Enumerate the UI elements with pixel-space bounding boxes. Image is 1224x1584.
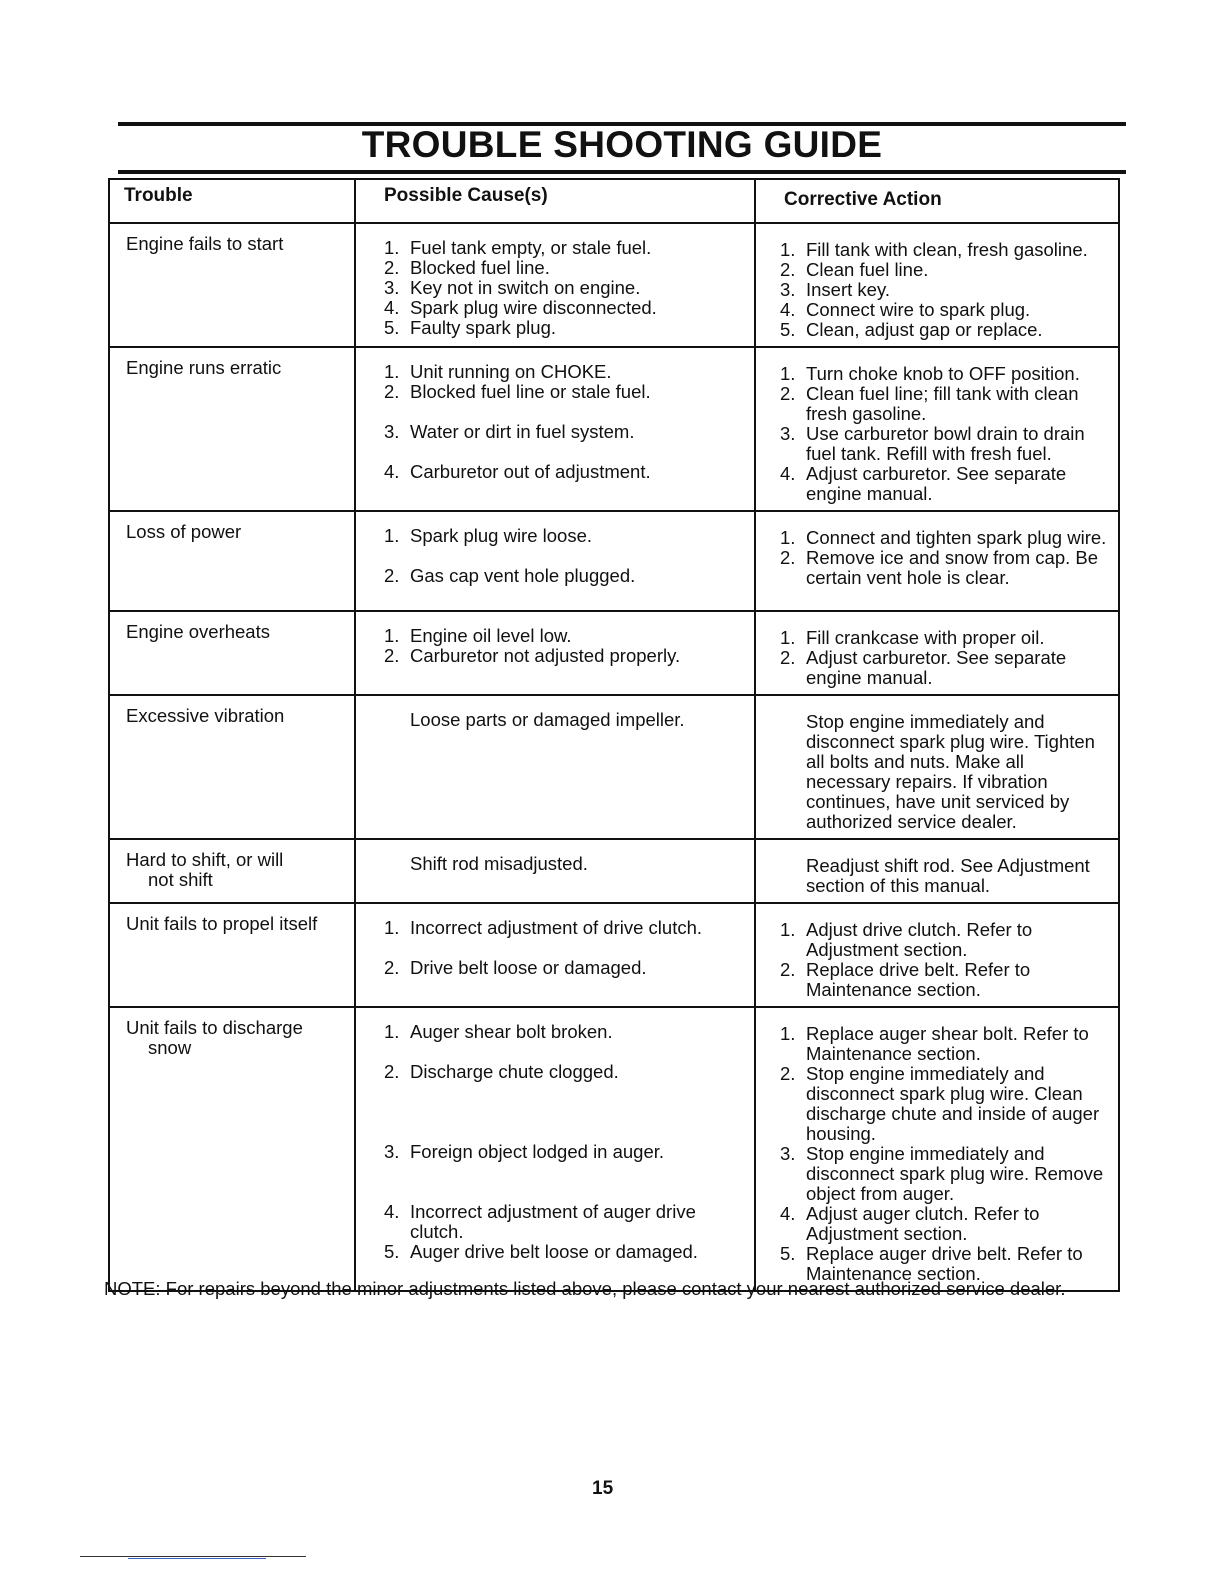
cause-list [384, 238, 744, 338]
trouble-cell [109, 511, 355, 611]
list-item [780, 424, 1108, 464]
list-item [780, 628, 1108, 648]
trouble-text-continued: not shift [148, 869, 213, 890]
item-number: 2. [384, 565, 400, 586]
item-text: Replace auger drive belt. Refer to Maintenance section. [806, 1243, 1083, 1284]
list-item [780, 648, 1108, 688]
item-text: Carburetor not adjusted properly. [410, 645, 681, 666]
item-text: Connect and tighten spark plug wire. [806, 527, 1107, 548]
item-number: 4. [384, 461, 400, 482]
list-item [780, 240, 1108, 260]
trouble-text: Unit fails to discharge [126, 1017, 303, 1038]
cause-list [384, 1022, 744, 1262]
item-number: 4. [780, 463, 796, 484]
list-item [384, 626, 744, 646]
trouble-text: Unit fails to propel itself [126, 913, 318, 934]
list-item [384, 422, 744, 462]
item-text: Discharge chute clogged. [410, 1061, 619, 1082]
item-text: Incorrect adjustment of auger drive clutch. [410, 1201, 696, 1242]
cause-list [384, 526, 744, 586]
item-text: Insert key. [806, 279, 890, 300]
page-title: TROUBLE SHOOTING GUIDE [361, 124, 883, 165]
list-item [384, 362, 744, 382]
list-item [384, 382, 744, 422]
table-row [109, 1007, 1119, 1291]
list-item [384, 566, 744, 586]
item-text: Faulty spark plug. [410, 317, 557, 338]
list-item [780, 320, 1108, 340]
list-item [384, 1062, 744, 1142]
item-text: Fuel tank empty, or stale fuel. [410, 237, 652, 258]
cause-cell [355, 839, 755, 903]
item-text: Carburetor out of adjustment. [410, 461, 651, 482]
item-text: Foreign object lodged in auger. [410, 1141, 665, 1162]
trouble-text: Hard to shift, or will [126, 849, 284, 870]
item-number: 3. [384, 421, 400, 442]
item-number: 4. [384, 1201, 400, 1222]
list-item [384, 258, 744, 278]
page-number: 15 [592, 1478, 614, 1499]
list-item [780, 528, 1108, 548]
item-text: Clean fuel line. [806, 259, 929, 280]
item-text: Stop engine immediately and disconnect spark plug wire. Remove object from auger. [806, 1143, 1104, 1204]
item-number: 5. [384, 317, 400, 338]
troubleshooting-table [108, 178, 1120, 1292]
item-text: Use carburetor bowl drain to drain fuel tank. Refill with fresh fuel. [806, 423, 1085, 464]
action-cell [755, 611, 1119, 695]
item-text: Spark plug wire loose. [410, 525, 593, 546]
cause-cell [355, 347, 755, 511]
item-text: Replace auger shear bolt. Refer to Maintenance section. [806, 1023, 1089, 1064]
cause-cell [355, 611, 755, 695]
cause-list [384, 626, 744, 666]
cause-cell [355, 903, 755, 1007]
action-cell [755, 223, 1119, 347]
action-cell [755, 347, 1119, 511]
item-number: 2. [384, 381, 400, 402]
item-number: 3. [780, 423, 796, 444]
item-number: 1. [384, 525, 400, 546]
table-row [109, 223, 1119, 347]
item-number: 1. [780, 527, 796, 548]
action-cell [755, 839, 1119, 903]
item-number: 1. [384, 917, 400, 938]
item-number: 2. [780, 1063, 796, 1084]
title-rule-bottom [118, 170, 1126, 174]
item-text: Blocked fuel line or stale fuel. [410, 381, 651, 402]
item-text: Clean fuel line; fill tank with clean fresh gasoline. [806, 383, 1079, 424]
list-item [780, 1024, 1108, 1064]
item-text: Gas cap vent hole plugged. [410, 565, 636, 586]
item-number: 1. [384, 237, 400, 258]
table-row [109, 611, 1119, 695]
trouble-cell [109, 903, 355, 1007]
item-number: 3. [384, 1141, 400, 1162]
item-number: 5. [384, 1241, 400, 1262]
table-row [109, 511, 1119, 611]
list-item [384, 278, 744, 298]
item-text: Incorrect adjustment of drive clutch. [410, 917, 703, 938]
item-number: 2. [384, 957, 400, 978]
action-text: Readjust shift rod. See Adjustment section of this manual. [806, 855, 1090, 896]
list-item [780, 548, 1108, 588]
list-item [384, 1142, 744, 1202]
trouble-cell [109, 839, 355, 903]
item-number: 4. [780, 299, 796, 320]
item-text: Spark plug wire disconnected. [410, 297, 657, 318]
action-cell [755, 511, 1119, 611]
trouble-text: Excessive vibration [126, 705, 285, 726]
list-item [780, 920, 1108, 960]
list-item [384, 238, 744, 258]
list-item [780, 1064, 1108, 1144]
cause-cell [355, 695, 755, 839]
item-text: Water or dirt in fuel system. [410, 421, 635, 442]
item-text: Fill crankcase with proper oil. [806, 627, 1045, 648]
action-list [780, 1024, 1108, 1284]
action-list [780, 920, 1108, 1000]
item-number: 4. [780, 1203, 796, 1224]
footer-rule-accent [128, 1558, 266, 1559]
list-item [384, 958, 744, 978]
item-number: 1. [780, 1023, 796, 1044]
list-item [780, 384, 1108, 424]
trouble-cell [109, 1007, 355, 1291]
item-text: Key not in switch on engine. [410, 277, 641, 298]
item-number: 1. [780, 919, 796, 940]
action-cell [755, 695, 1119, 839]
item-number: 1. [384, 1021, 400, 1042]
item-number: 1. [780, 627, 796, 648]
trouble-text: Engine overheats [126, 621, 270, 642]
item-number: 1. [780, 363, 796, 384]
table-row [109, 903, 1119, 1007]
action-list [780, 528, 1108, 588]
item-number: 2. [384, 645, 400, 666]
item-number: 5. [780, 319, 796, 340]
item-number: 2. [384, 257, 400, 278]
trouble-cell [109, 611, 355, 695]
item-number: 3. [780, 279, 796, 300]
list-item [384, 298, 744, 318]
item-text: Auger drive belt loose or damaged. [410, 1241, 698, 1262]
item-text: Adjust carburetor. See separate engine manual. [806, 647, 1067, 688]
footer-rule [80, 1556, 306, 1557]
item-number: 2. [384, 1061, 400, 1082]
cause-cell [355, 511, 755, 611]
list-item [780, 280, 1108, 300]
action-list [780, 628, 1108, 688]
table-row [109, 695, 1119, 839]
item-text: Drive belt loose or damaged. [410, 957, 647, 978]
item-text: Adjust carburetor. See separate engine manual. [806, 463, 1067, 504]
list-item [384, 318, 744, 338]
item-number: 3. [780, 1143, 796, 1164]
item-number: 2. [780, 547, 796, 568]
header-trouble: Trouble [109, 179, 355, 223]
cause-text: Loose parts or damaged impeller. [410, 709, 685, 730]
item-text: Turn choke knob to OFF position. [806, 363, 1080, 384]
list-item [780, 1204, 1108, 1244]
trouble-cell [109, 223, 355, 347]
item-text: Fill tank with clean, fresh gasoline. [806, 239, 1088, 260]
list-item [780, 260, 1108, 280]
cause-list [384, 362, 744, 482]
table-row [109, 347, 1119, 511]
item-number: 1. [384, 361, 400, 382]
item-number: 2. [780, 383, 796, 404]
item-number: 4. [384, 297, 400, 318]
list-item [384, 918, 744, 958]
item-text: Auger shear bolt broken. [410, 1021, 613, 1042]
list-item [384, 1242, 744, 1262]
trouble-cell [109, 347, 355, 511]
list-item [384, 1022, 744, 1062]
item-text: Clean, adjust gap or replace. [806, 319, 1043, 340]
action-list [780, 364, 1108, 504]
item-number: 5. [780, 1243, 796, 1264]
table-row [109, 839, 1119, 903]
list-item [384, 646, 744, 666]
table-header-row [109, 179, 1119, 223]
item-number: 1. [384, 625, 400, 646]
list-item [384, 1202, 744, 1242]
item-text: Unit running on CHOKE. [410, 361, 612, 382]
item-text: Stop engine immediately and disconnect spark plug wire. Clean discharge chute and inside of auger housing. [806, 1063, 1100, 1144]
item-text: Adjust auger clutch. Refer to Adjustment section. [806, 1203, 1040, 1244]
cause-cell [355, 223, 755, 347]
list-item [780, 300, 1108, 320]
trouble-cell [109, 695, 355, 839]
repair-note: NOTE: For repairs beyond the minor adjustments listed above, please contact your nearest authorized service dealer. [104, 1278, 1066, 1299]
list-item [780, 1144, 1108, 1204]
item-text: Engine oil level low. [410, 625, 572, 646]
action-cell [755, 1007, 1119, 1291]
trouble-text: Engine fails to start [126, 233, 284, 254]
list-item [780, 364, 1108, 384]
item-text: Blocked fuel line. [410, 257, 550, 278]
item-text: Connect wire to spark plug. [806, 299, 1031, 320]
item-text: Replace drive belt. Refer to Maintenance section. [806, 959, 1031, 1000]
item-text: Remove ice and snow from cap. Be certain vent hole is clear. [806, 547, 1099, 588]
header-possible-causes: Possible Cause(s) [355, 179, 755, 223]
item-number: 1. [780, 239, 796, 260]
item-number: 2. [780, 959, 796, 980]
trouble-text: Engine runs erratic [126, 357, 282, 378]
cause-list [384, 918, 744, 978]
item-number: 3. [384, 277, 400, 298]
item-text: Adjust drive clutch. Refer to Adjustment section. [806, 919, 1033, 960]
trouble-text: Loss of power [126, 521, 242, 542]
cause-text: Shift rod misadjusted. [410, 853, 588, 874]
header-corrective-action: Corrective Action [755, 179, 1119, 223]
list-item [780, 464, 1108, 504]
item-number: 2. [780, 647, 796, 668]
cause-cell [355, 1007, 755, 1291]
item-number: 2. [780, 259, 796, 280]
list-item [384, 526, 744, 566]
action-cell [755, 903, 1119, 1007]
action-text: Stop engine immediately and disconnect spark plug wire. Tighten all bolts and nuts. Make all necessary repairs. If vibration continues, have unit serviced by authorized service dealer. [806, 711, 1095, 832]
trouble-text-continued: snow [148, 1037, 192, 1058]
list-item [780, 960, 1108, 1000]
list-item [384, 462, 744, 482]
action-list [780, 240, 1108, 340]
